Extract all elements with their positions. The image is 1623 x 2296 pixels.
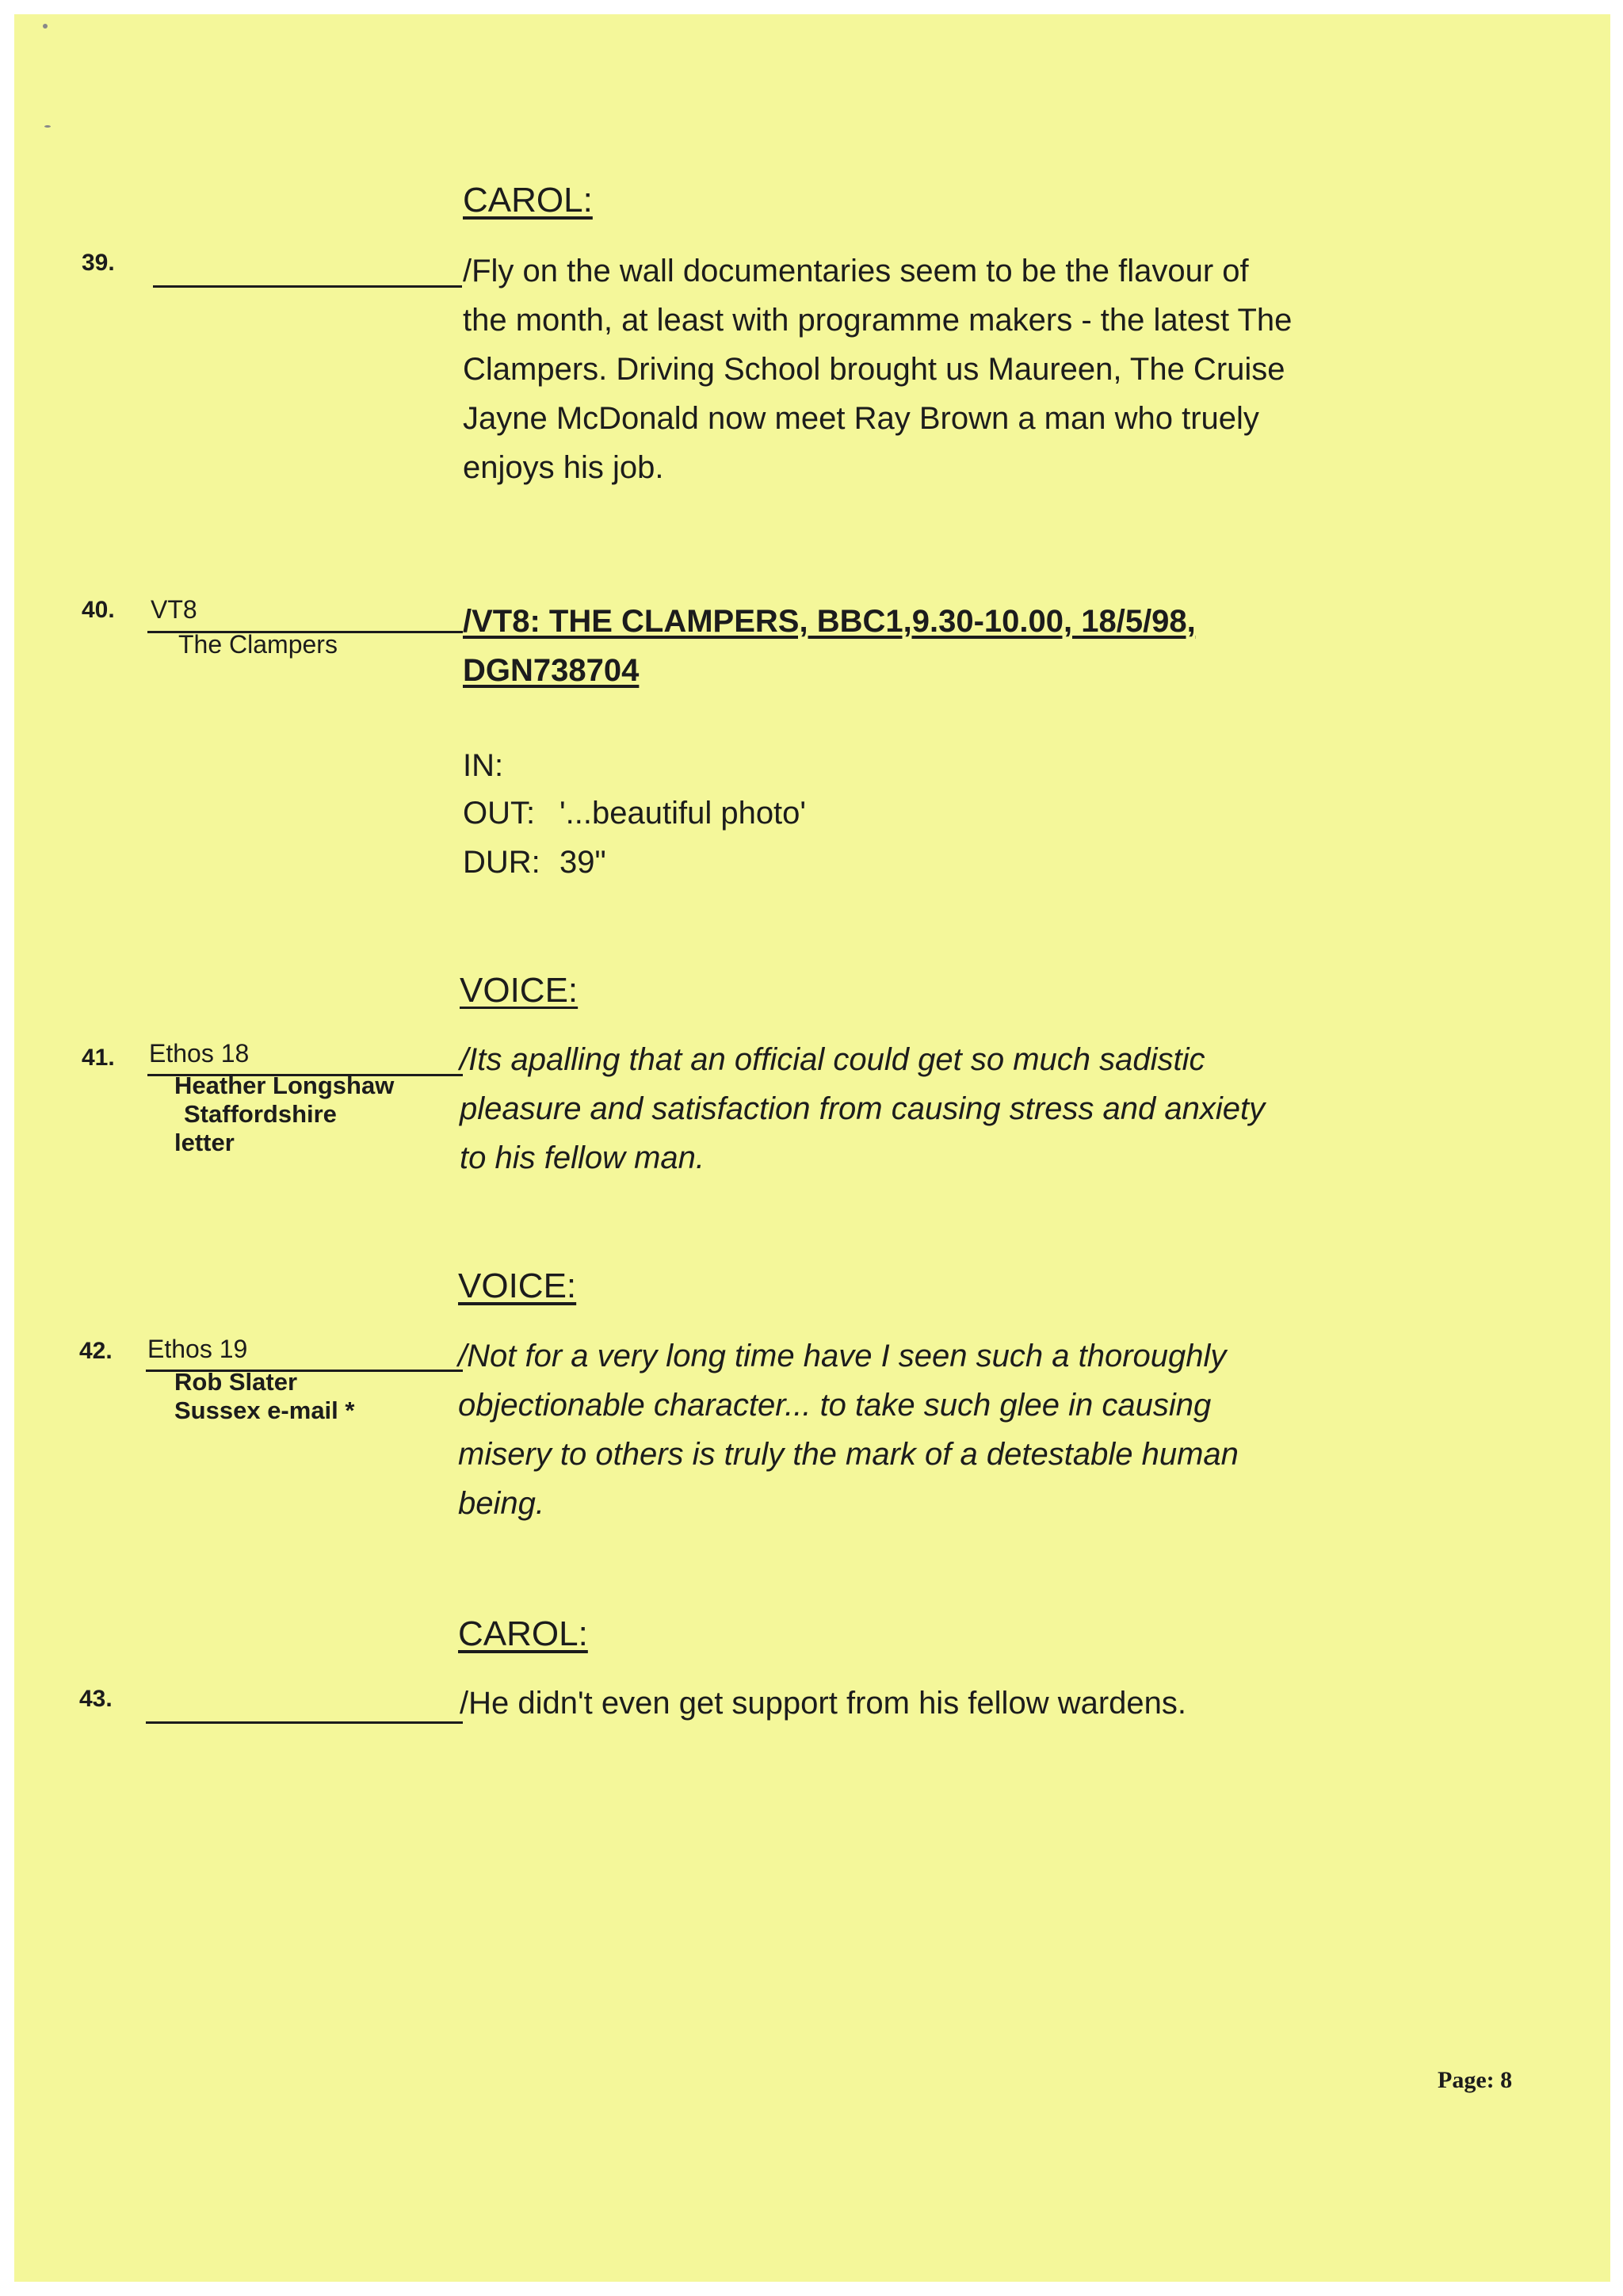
dialogue-line: to his fellow man. — [460, 1140, 705, 1175]
entry-number: 40. — [82, 597, 115, 623]
cue-label: VT8 — [151, 595, 197, 624]
vt-out-value: '...beautiful photo' — [559, 796, 807, 831]
vt-out-label: OUT: — [463, 796, 536, 831]
speaker-voice: VOICE: — [460, 971, 579, 1010]
dialogue-line: /Its apalling that an official could get so much sadistic — [460, 1042, 1205, 1077]
speaker-carol: CAROL: — [458, 1614, 588, 1653]
vt-dur-label: DUR: — [463, 845, 540, 880]
vt-dur-value: 39" — [559, 845, 606, 880]
speck-mark — [44, 125, 51, 128]
speck-mark — [43, 24, 48, 29]
cue-rule — [153, 285, 462, 288]
dialogue-block — [463, 246, 1292, 492]
speaker-voice: VOICE: — [458, 1266, 577, 1305]
cue-rule — [146, 1721, 463, 1724]
dialogue-block — [460, 1035, 1265, 1182]
vt-in-label: IN: — [463, 748, 504, 783]
cue-detail: Staffordshire — [184, 1100, 337, 1128]
dialogue-line: misery to others is truly the mark of a detestable human — [458, 1437, 1239, 1472]
cue-label: Ethos 19 — [147, 1335, 248, 1363]
dialogue-line: objectionable character... to take such glee in causing — [458, 1388, 1212, 1423]
dialogue-line: /Fly on the wall documentaries seem to be the flavour of — [463, 254, 1249, 288]
cue-detail: letter — [174, 1129, 235, 1156]
dialogue-line: enjoys his job. — [463, 450, 664, 485]
entry-number: 41. — [82, 1045, 115, 1071]
cue-detail-block — [174, 1368, 354, 1425]
dialogue-line: Jayne McDonald now meet Ray Brown a man who truely — [463, 401, 1259, 436]
entry-number: 42. — [79, 1338, 113, 1364]
dialogue-line: pleasure and satisfaction from causing stress and anxiety — [460, 1091, 1266, 1126]
vt-heading — [463, 597, 1196, 695]
page-number: Page: 8 — [1438, 2067, 1513, 2093]
dialogue-line: /He didn't even get support from his fellow wardens. — [460, 1686, 1186, 1721]
dialogue-line: /Not for a very long time have I seen such a thoroughly — [458, 1339, 1227, 1373]
dialogue-block — [460, 1679, 1186, 1728]
vt-heading-line: /VT8: THE CLAMPERS, BBC1,9.30-10.00, 18/5/98, — [463, 604, 1196, 639]
cue-detail: The Clampers — [178, 630, 338, 659]
dialogue-line: Clampers. Driving School brought us Maureen, The Cruise — [463, 352, 1285, 387]
cue-label: Ethos 18 — [149, 1039, 250, 1068]
dialogue-block — [458, 1331, 1239, 1528]
dialogue-line: the month, at least with programme makers - the latest The — [463, 303, 1293, 338]
cue-detail: Heather Longshaw — [174, 1072, 395, 1099]
entry-number: 43. — [79, 1686, 113, 1712]
speaker-carol: CAROL: — [463, 181, 593, 220]
dialogue-line: being. — [458, 1486, 544, 1521]
cue-detail-block — [174, 1072, 394, 1157]
vt-heading-line: DGN738704 — [463, 653, 640, 688]
entry-number: 39. — [82, 250, 115, 276]
cue-detail: Rob Slater — [174, 1368, 298, 1396]
cue-detail: Sussex e-mail * — [174, 1396, 355, 1424]
